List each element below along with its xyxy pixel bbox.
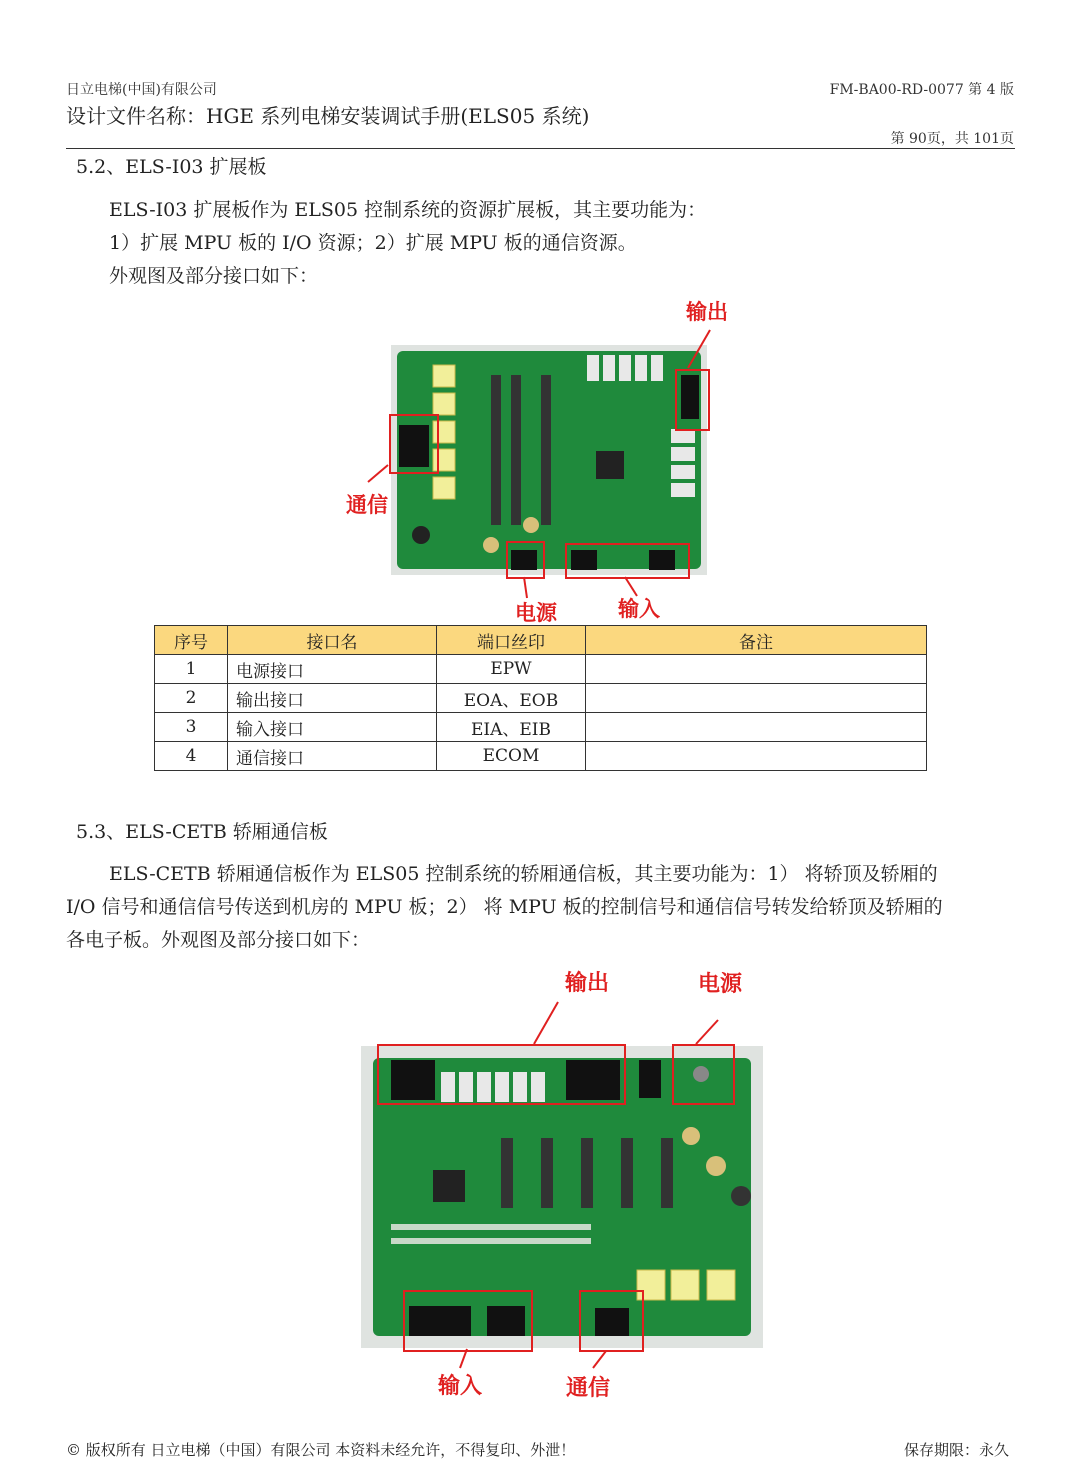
company-name: 日立电梯(中国)有限公司 [66,82,217,98]
table-cell: 1 [155,655,228,684]
table-cell: 电源接口 [228,655,437,684]
table-cell: 4 [155,742,228,771]
page-info: 第 90页，共 101页 [890,131,1014,147]
table-cell [586,684,927,713]
section1-line-3: 外观图及部分接口如下： [109,265,319,287]
label-power-1: 电源 [515,601,557,625]
output-highlight-box-2 [377,1044,626,1105]
footer-copyright: © 版权所有 日立电梯（中国）有限公司 本资料未经允许，不得复印、外泄！ [66,1441,576,1459]
label-output-2: 输出 [565,971,610,996]
table-header-cell: 端口丝印 [437,626,586,655]
section2-line-3: 各电子板。外观图及部分接口如下： [66,929,371,951]
doc-code: FM-BA00-RD-0077 第 4 版 [829,82,1014,98]
power-highlight-box-2 [672,1044,735,1105]
table-cell: ECOM [437,742,586,771]
table-cell [586,742,927,771]
table-cell: 2 [155,684,228,713]
section1-line-2: 1）扩展 MPU 板的 I/O 资源；2）扩展 MPU 板的通信资源。 [109,232,637,254]
table-cell: 输出接口 [228,684,437,713]
table-cell: 通信接口 [228,742,437,771]
table-cell: EIA、EIB [437,713,586,742]
table-cell: EOA、EOB [437,684,586,713]
table-cell: 3 [155,713,228,742]
label-output-1: 输出 [686,300,728,324]
input-highlight-box-2 [403,1290,533,1352]
table-header-cell: 接口名 [228,626,437,655]
table-row [155,655,927,684]
label-comm-1: 通信 [346,493,388,517]
table-cell: EPW [437,655,586,684]
section1-line-1: ELS-I03 扩展板作为 ELS05 控制系统的资源扩展板，其主要功能为： [109,199,707,221]
section2-line-1: ELS-CETB 轿厢通信板作为 ELS05 控制系统的轿厢通信板，其主要功能为：1） 将轿顶及轿厢的 [109,863,938,885]
table-row [155,742,927,771]
section-heading-5-3: 5.3、ELS-CETB 轿厢通信板 [76,821,328,843]
section2-line-2: I/O 信号和通信信号传送到机房的 MPU 板；2） 将 MPU 板的控制信号和通信信号转发给轿顶及轿厢的 [66,896,943,918]
label-input-1: 输入 [618,597,660,621]
label-power-2: 电源 [698,972,743,997]
table-cell: 输入接口 [228,713,437,742]
comm-highlight-box-2 [579,1290,644,1352]
section-heading-5-2: 5.2、ELS-I03 扩展板 [76,156,267,178]
table-row [155,713,927,742]
table-row [155,684,927,713]
label-comm-2: 通信 [566,1376,611,1401]
table-cell [586,713,927,742]
footer-retention: 保存期限：永久 [903,1441,1009,1459]
table-header-row [155,626,927,655]
doc-title: 设计文件名称：HGE 系列电梯安装调试手册(ELS05 系统) [66,104,590,128]
table-cell [586,655,927,684]
interface-table [154,625,927,771]
table-header-cell: 备注 [586,626,927,655]
table-header-cell: 序号 [155,626,228,655]
label-input-2: 输入 [438,1374,483,1399]
